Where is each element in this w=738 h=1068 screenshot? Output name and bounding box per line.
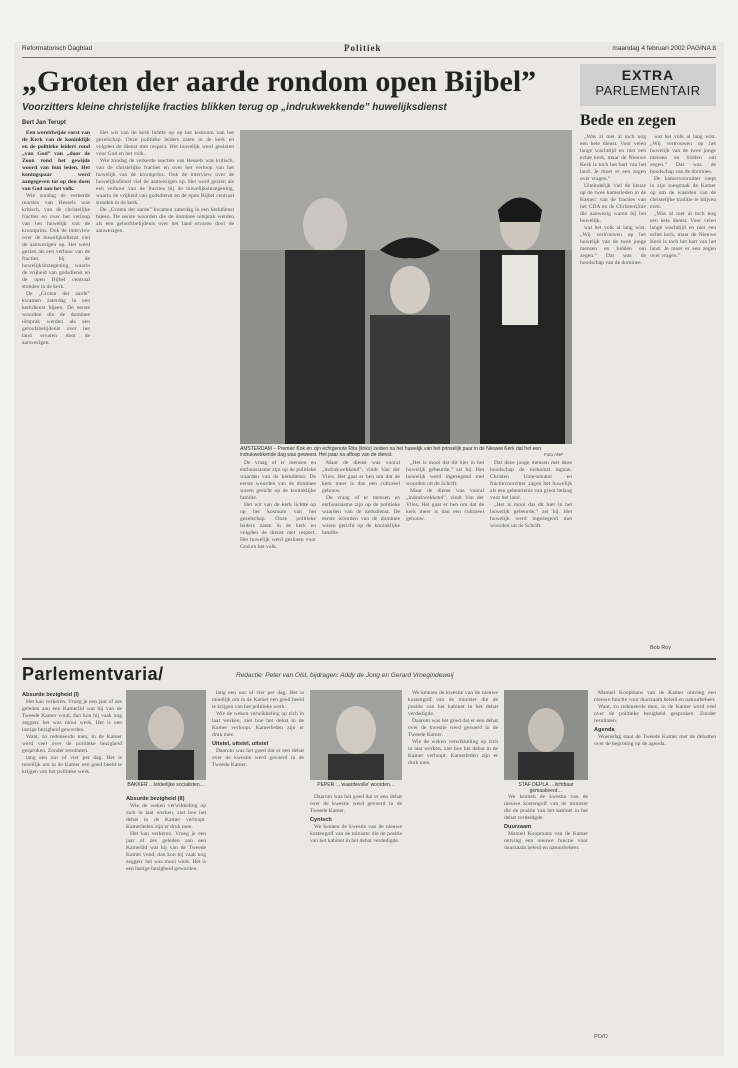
article-col4-text: Maar de dienst was vooral „indrukwekkend”, vindt Van der Vlies. Het gaat er hen om dat de kerk meer is dan een cultureel gebouw. (322, 460, 400, 494)
depla-caption: STAF DEPLA …lichtbaar gemaakeerd… (518, 782, 574, 794)
pv-c5-more2: Wie de weken verwikkeling op zich in laat werken, ziet hoe het debat in de Kamer verloopt. Kamerleden zijn er druk mee. (408, 739, 498, 766)
section-name: Politiek (344, 43, 382, 53)
pv-signature: PO/O (594, 1034, 608, 1040)
pv-column-2 (126, 794, 206, 1050)
pv-c5-more: Daarom was het goed dat er een debat over de kwestie werd gevoerd in de Tweede Kamer. (408, 718, 498, 738)
article-intro: Een wereldwijde vorst van de Kerk van de koninklijk en de politieke leiders rond „van God” van „door de Zoon rond het gewijde woord van hun leden. Het koningspaar werd aangegeven tot op den doen van God aan het volk. (22, 130, 90, 192)
article-col1b-text: De „Groten der aarde” kwamen zaterdag in een kerkdienst bijeen. De eerste woorden die de dominee uitsprak werden als een geloofsbelijdenis over het land ervaren door de aanwezigen. (22, 291, 90, 346)
article-byline: Bert Jan Terupt (22, 120, 66, 126)
pv-c1-text: Het kan verkeren. Vroeg je een jaar of zes geleden aan een Kamerlid wat hij van de Tweede Kamer vond, dan kon hij vaak nog zeggen: het was mooi werk. Het is een lastige bezigheid geworden. (22, 699, 122, 733)
article-col3-text: De vraag of er mensen en enthousiasme zijn op de politieke waarden van de kerkdienst. De eerste woorden van de dominee waren gericht op de koninklijke familie. (240, 460, 316, 501)
pv-c6-more: Manuel Koopmans van de Kamer ontving een nieuwe functie voor duurzaam beleid en natuurbeheer. (504, 831, 588, 851)
page-header (14, 42, 724, 56)
sidebar-col2b-text: De kamervoorzitter roept in zijn toespraak de Kamer op om de waarden van de christelijke traditie te blijven eren. (650, 176, 716, 210)
sidebar-col1-text: „Was al met al toch nog een hele dienst. Voor velen lange wachttijd en niet een echte kerk, maar de Nieuwe Kerk is toch het hart van het land. Je moet er een zegen over vragen.” (580, 134, 646, 182)
article-kicker: Voorzitters kleine christelijke fracties blikken terug op „indrukwekkende” huwelijksdienst (22, 102, 447, 113)
sidebar-col2-more: „Was al met al toch nog een hele dienst. Voor velen lange wachttijd en niet een echte kerk, maar de Nieuwe Kerk is toch het hart van het land. Je moet er een zegen over vragen.” (650, 211, 716, 259)
parlementair-label: PARLEMENTAIR (595, 83, 701, 98)
pv-c2-more: Het kan verkeren. Vroeg je een jaar of zes geleden aan een Kamerlid wat hij van de Tweede Kamer vond, dan kon hij vaak nog zeggen: het was mooi werk. Het is een lastige bezigheid geworden. (126, 831, 206, 872)
article-col3-more: Het wit van de kerk lichtte op op het kostuum van het gezelschap. Onze politieke leiders zaten in de kerk en volgden de dienst met respect. Het huwelijk werd gesloten voor God en het volk. (240, 502, 316, 550)
header-rule (22, 57, 716, 58)
pv-c6-text: We kennen de kwestie van de nieuwe kostengolf van de minister die de positie van het kabinet in het debat verdedigde. (504, 794, 588, 821)
parlementaria-credit: Redactie: Peter van Olst, bijdragen: Addy de Jong en Gerard Vroegindeweij (236, 672, 454, 679)
paper-name: Reformatorisch Dagblad (22, 45, 93, 52)
pv-c3-more2: Daarom was het goed dat er een debat over de kwestie werd gevoerd in de Tweede Kamer. (212, 748, 304, 768)
article-col5-more: Maar de dienst was vooral „indrukwekkend”, vindt Van der Vlies. Het gaat er hen om dat de kerk meer is dan een cultureel gebouw. (406, 488, 484, 522)
pv-c6-heading: Duurzaam (504, 824, 532, 830)
depla-photo (504, 690, 588, 780)
pv-column-6 (504, 794, 588, 1050)
pv-c3-text: lang een uur of vier per dag. Het is moeilijk om in de Kamer een goed beeld te krijgen van het politieke werk. (212, 690, 304, 710)
pv-column-1 (22, 690, 122, 1050)
pv-c1-heading: Absurde bezigheid (I) (22, 692, 79, 698)
article-column-1 (22, 130, 90, 650)
article-column-5 (406, 460, 484, 650)
article-col2-text: Het wit van de kerk lichtte op op het kostuum van het gezelschap. Onze politieke leiders zaten in de kerk en volgden de dienst met respect. Het huwelijk werd gesloten voor God en het volk. (96, 130, 234, 157)
bakker-portrait (126, 690, 206, 780)
sidebar-column-1 (580, 134, 646, 650)
article-column-2 (96, 130, 234, 650)
pv-c4-heading: Cynisch (310, 817, 332, 823)
pv-column-3 (212, 690, 304, 1050)
pv-c1b-text: Want, zo redeneerde men, in de Kamer werd veel over de politieke bezigheid gesproken. Zonder resultaten. (22, 734, 122, 754)
peper-caption: PEPER …'waardevolle' woorden… (317, 782, 395, 788)
pv-column-5 (408, 690, 498, 1050)
article-col5-text: „Het is mooi dat dit hier in het huwelijk gebeurde,” zei hij. Het huwelijk werd ingezegend met woorden uit de Schrift. (406, 460, 484, 487)
peper-portrait (310, 690, 402, 780)
peper-photo (310, 690, 402, 780)
depla-portrait (504, 690, 588, 780)
photo-illustration (240, 130, 572, 444)
pv-c3-heading: Uitstel, uitstel, uitstel (212, 741, 269, 747)
pv-c1-more: lang een uur of vier per dag. Het is moeilijk om in de Kamer een goed beeld te krijgen van het politieke werk. (22, 755, 122, 775)
pv-c2-heading: Absurde bezigheid (II) (126, 796, 185, 802)
pv-c7-heading: Agenda (594, 727, 615, 733)
bakker-photo (126, 690, 206, 780)
photo-credit: Foto ANP (544, 452, 564, 457)
newspaper-page (14, 42, 724, 1056)
article-col6-text: Dat deze jonge mensen met deze boodschap de toekomst ingaan. Christen Unie-senator en fractievoorzitter zagen het huwelijk als een gebeurtenis van groot belang voor het land. (490, 460, 572, 501)
sidebar-signature: Bob Roy (650, 645, 672, 651)
pv-c4-more: We kennen de kwestie van de nieuwe kostengolf van de minister die de positie van het kabinet in het debat verdedigde. (310, 824, 402, 844)
article-col2-more2: De „Groten der aarde” kwamen zaterdag in een kerkdienst bijeen. De eerste woorden die de dominee uitsprak werden als een geloofsbelijdenis over het land ervaren door de aanwezigen. (96, 207, 234, 234)
photo-caption: AMSTERDAM – Premier Kok en zijn echtgenote Rita (links) zeiden na het huwelijk van het prinselijk paar in de Nieuwe Kerk dat het een indrukwekkende dag was geweest. Het paar na afloop van de dienst. (240, 446, 541, 458)
date-page: maandag 4 februari 2002 PAGINA 8 (612, 45, 716, 52)
sidebar-title: Bede en zegen (580, 112, 676, 129)
parlementaria-banner: Parlementvaria/ (22, 664, 164, 684)
article-col1-text: Wie zondag de verkerde reacties van Hessels was kritisch, van de christelijke fracties en over het verloop van het huwelijk van de kroonprins. Ook de interview over de huwelijksdienst viel de aanwezigen op. Het werd gezien als een verhoor van de fracties bij de huwelijksinzegening, waarin de vrijheid van godsdienst en de open Bijbel centraal stonden in de kerk. (22, 193, 90, 290)
pv-c3-more: Wie de weken verwikkeling op zich in laat werken, ziet hoe het debat in de Kamer verloopt. Kamerleden zijn er druk mee. (212, 711, 304, 738)
article-col4-more: De vraag of er mensen en enthousiasme zijn op de politieke waarden van de kerkdienst. De eerste woorden van de dominee waren gericht op de koninklijke familie. (322, 495, 400, 536)
sidebar-col2-text: wat het volk al lang wist. „Wij vertrouwen op het huwelijk van de twee jonge mensen en bidden om zegen.” Dat was de boodschap van de dominee. (650, 134, 716, 175)
article-col2-more: Wie zondag de verkerde reacties van Hessels was kritisch, van de christelijke fracties en over het verloop van het huwelijk van de kroonprins. Ook de interview over de huwelijksdienst viel de aanwezigen op. Het werd gezien als een verhoor van de fracties bij de huwelijksinzegening, waarin de vrijheid van godsdienst en de open Bijbel centraal stonden in de kerk. (96, 158, 234, 206)
pv-column-4 (310, 794, 402, 1050)
article-headline: „Groten der aarde rondom open Bijbel” (22, 65, 537, 98)
pv-c7-agenda: Woensdag staat de Tweede Kamer met de debatten over de begroting op de agenda. (594, 734, 716, 747)
pv-c4-text: Daarom was het goed dat er een debat over de kwestie werd gevoerd in de Tweede Kamer. (310, 794, 402, 814)
extra-label: EXTRA (621, 67, 675, 83)
article-column-4 (322, 460, 400, 650)
sidebar-column-2 (650, 134, 716, 644)
pv-c2-text: Wie de weken verwikkeling op zich in laat werken, ziet hoe het debat in de Kamer verloopt. Kamerleden zijn er druk mee. (126, 803, 206, 830)
article-column-6 (490, 460, 572, 650)
pv-c7-more: Want, zo redeneerde men, in de Kamer werd veel over de politieke bezigheid gesproken. Zonder resultaten. (594, 704, 716, 724)
sidebar-col1-more: wat het volk al lang wist. „Wij vertrouwen op het huwelijk van de twee jonge mensen en bidden om zegen.” Dat was de boodschap van de dominee. (580, 225, 646, 266)
bakker-caption: BAKKER …leiderlijke socialisten… (127, 782, 205, 788)
article-column-3 (240, 460, 316, 650)
article-col6-more: „Het is mooi dat dit hier in het huwelijk gebeurde,” zei hij. Het huwelijk werd ingezegend met woorden uit de Schrift. (490, 502, 572, 529)
extra-parlementair-box (580, 64, 716, 106)
main-photo (240, 130, 572, 444)
pv-c7-text: Manuel Koopmans van de Kamer ontving een nieuwe functie voor duurzaam beleid en natuurbeheer. (594, 690, 716, 703)
section-rule (22, 658, 716, 660)
pv-c5-text: We kennen de kwestie van de nieuwe kostengolf van de minister die de positie van het kabinet in het debat verdedigde. (408, 690, 498, 717)
sidebar-col1b-text: Uiteindelijk viel de keuze op de twee kamerleden in de Kamer: van de fracties van het CDA en de ChristenUnie die aanwezig waren bij het huwelijk. (580, 183, 646, 224)
pv-column-7 (594, 690, 716, 1030)
